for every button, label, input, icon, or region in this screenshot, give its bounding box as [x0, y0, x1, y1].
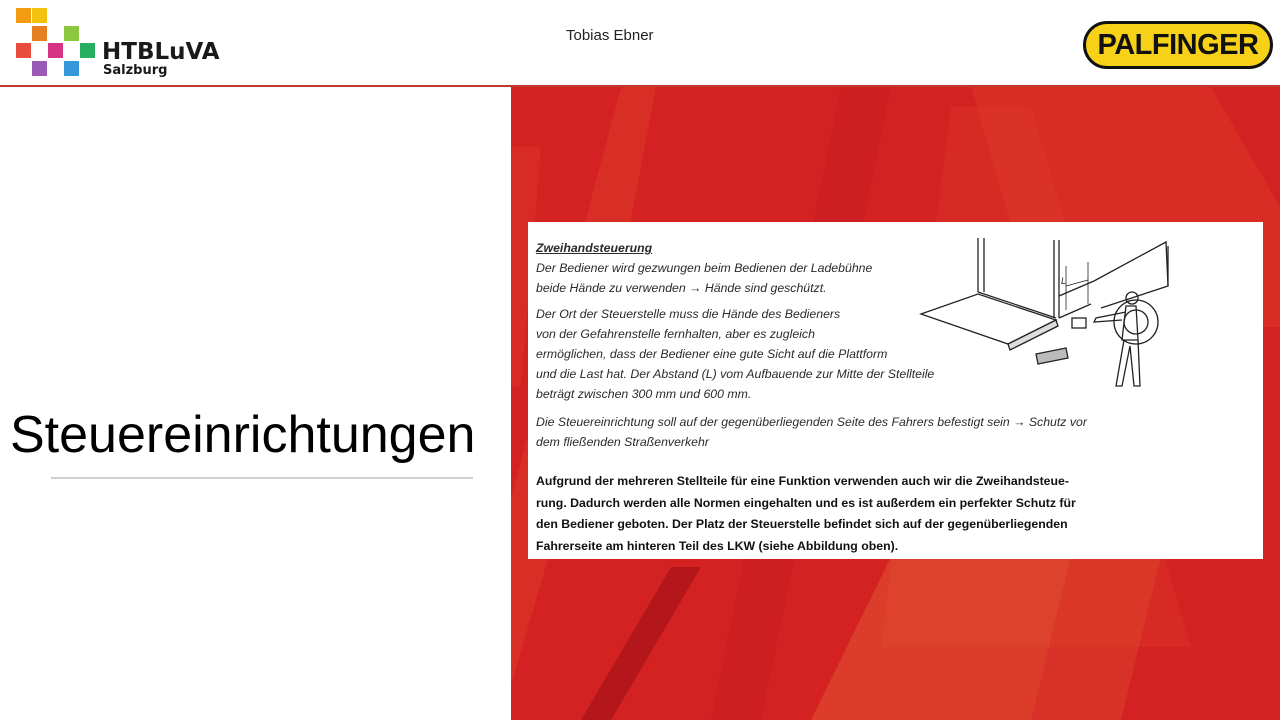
text-line: den Bediener geboten. Der Platz der Steuerstelle befindet sich auf der gegenüberliegenden — [536, 517, 1068, 531]
logo-square — [32, 61, 47, 76]
title-underline — [51, 477, 473, 479]
logo-square — [64, 61, 79, 76]
organization-name: HTBLuVA — [102, 39, 220, 65]
text-line: Aufgrund der mehreren Stellteile für eine Funktion verwenden auch wir die Zweihandsteue- — [536, 474, 1069, 488]
slide-title: Steuereinrichtungen — [10, 406, 476, 464]
author-name: Tobias Ebner — [566, 27, 654, 44]
text-line: und die Last hat. Der Abstand (L) vom Aufbauende zur Mitte der Stellteile — [536, 367, 935, 381]
text-line: Der Ort der Steuerstelle muss die Hände des Bedieners — [536, 307, 841, 321]
document-excerpt — [528, 222, 1263, 559]
text-line: rung. Dadurch werden alle Normen eingehalten und es ist außerdem ein perfekter Schutz für — [536, 495, 1076, 510]
text-line: beträgt zwischen 300 mm und 600 mm. — [536, 387, 752, 401]
logo-square — [64, 26, 79, 41]
tail-lift-diagram — [916, 236, 1261, 406]
text-line: ermöglichen, dass der Bediener eine gute Sicht auf die Plattform — [536, 347, 888, 361]
organization-city: Salzburg — [103, 63, 168, 78]
logo-square — [16, 8, 31, 23]
document-bold-paragraph — [536, 471, 1176, 557]
palfinger-logo — [1083, 21, 1273, 69]
school-logo — [14, 6, 224, 82]
logo-square — [16, 43, 31, 58]
distance-label: L — [1061, 276, 1067, 286]
text-line: dem fließenden Straßenverkehr — [536, 435, 709, 449]
slide-header — [0, 0, 1280, 86]
text-line: Fahrerseite am hinteren Teil des LKW (siehe Abbildung oben). — [536, 538, 899, 553]
text-line: beide Hände zu verwenden → Hände sind geschützt. — [536, 281, 827, 295]
document-heading: Zweihandsteuerung — [536, 241, 653, 255]
brand-name: PALFINGER — [1097, 28, 1259, 61]
logo-square — [48, 43, 63, 58]
text-line: von der Gefahrenstelle fernhalten, aber es zugleich — [536, 327, 815, 341]
text-line: Die Steuereinrichtung soll auf der gegenüberliegenden Seite des Fahrers befestigt sein → Schutz vor — [536, 415, 1087, 429]
logo-square — [32, 8, 47, 23]
text-line: Der Bediener wird gezwungen beim Bedienen der Ladebühne — [536, 261, 873, 275]
logo-square — [32, 26, 47, 41]
paragraph-side — [536, 412, 1256, 452]
logo-square — [80, 43, 95, 58]
